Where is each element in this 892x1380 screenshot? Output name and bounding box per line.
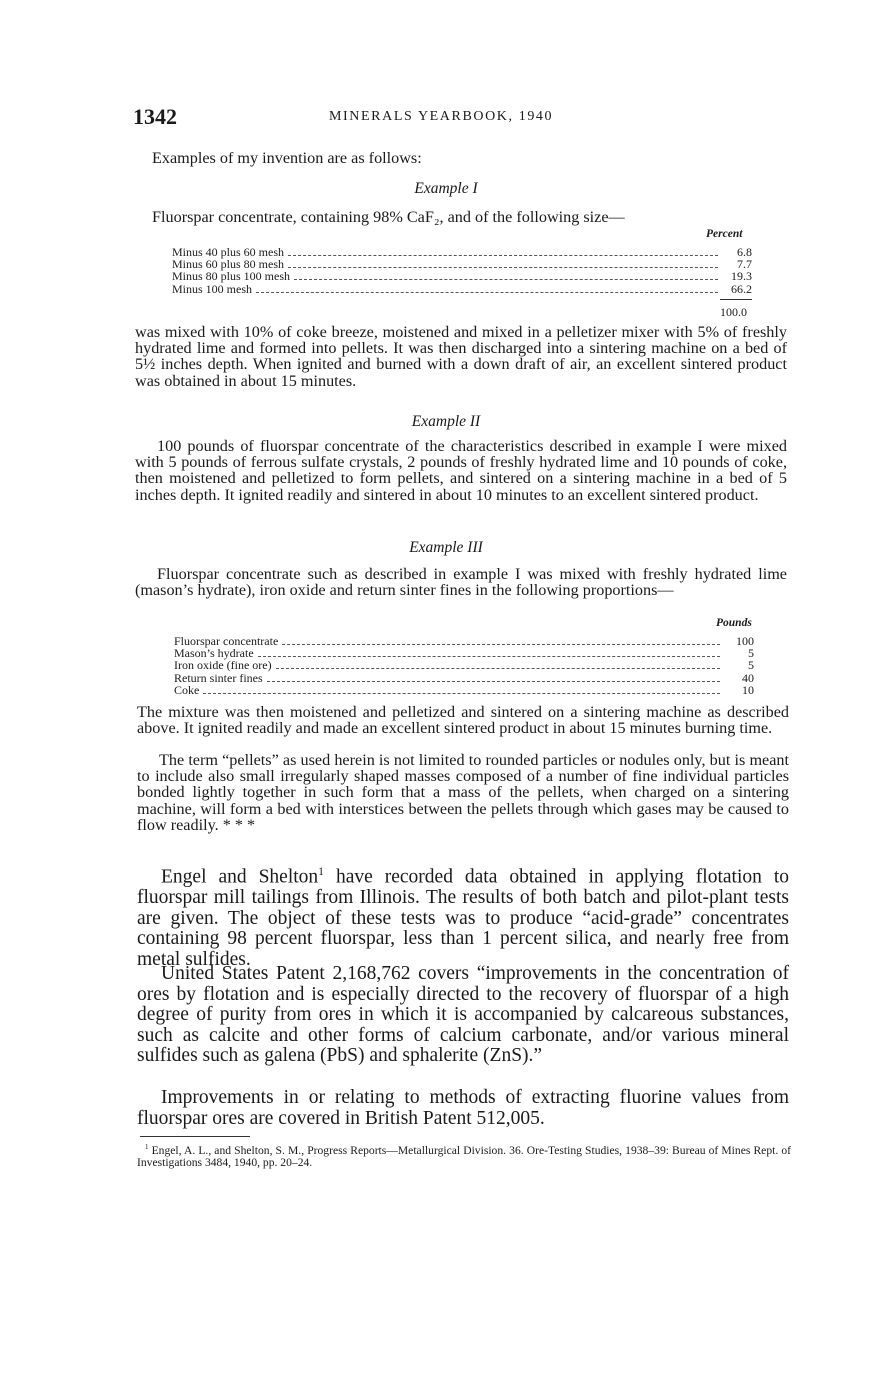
example-3-heading: Example III bbox=[409, 539, 483, 556]
example-1-heading: Example I bbox=[414, 180, 478, 197]
example-1-total: 100.0 bbox=[720, 305, 747, 319]
intro-text: Examples of my invention are as follows: bbox=[152, 149, 422, 167]
running-head: MINERALS YEARBOOK, 1940 bbox=[329, 109, 554, 124]
row-label: Minus 60 plus 80 mesh bbox=[172, 257, 285, 272]
table-row bbox=[172, 270, 752, 282]
leader-dots bbox=[267, 673, 720, 682]
row-value: 40 bbox=[742, 670, 754, 685]
row-label: Coke bbox=[174, 682, 200, 697]
row-label: Return sinter fines bbox=[174, 670, 263, 685]
leader-dots bbox=[256, 284, 718, 293]
table-row bbox=[174, 635, 754, 647]
row-label: Fluorspar concentrate bbox=[174, 634, 279, 648]
leader-dots bbox=[203, 685, 720, 694]
row-value: 19.3 bbox=[731, 269, 752, 284]
footnote-rule bbox=[140, 1136, 250, 1137]
row-value: 5 bbox=[748, 646, 754, 661]
leader-dots bbox=[276, 660, 720, 669]
example-2-heading: Example II bbox=[411, 413, 481, 430]
row-value: 10 bbox=[742, 682, 754, 697]
example-3-unit-label: Pounds bbox=[716, 617, 752, 629]
table-row bbox=[172, 283, 752, 295]
example-3-lead: Fluorspar concentrate such as described in example I was mixed with freshly hydrated lime (mason’s hydrate), iron oxide and return sinter fines in the following proportions— bbox=[135, 565, 787, 600]
page-header bbox=[133, 104, 793, 134]
row-label: Mason’s hydrate bbox=[174, 646, 254, 661]
leader-dots bbox=[288, 247, 718, 256]
example-1-size-table bbox=[172, 246, 752, 295]
row-value: 5 bbox=[748, 658, 754, 673]
author-names: Engel and Shelton bbox=[161, 866, 319, 888]
footnote bbox=[137, 1141, 791, 1170]
footnote-marker: 1 bbox=[145, 1143, 149, 1151]
leader-dots bbox=[294, 271, 718, 280]
leader-dots bbox=[288, 259, 718, 268]
example-2-body: 100 pounds of fluorspar concentrate of the characteristics described in example I were mixed with 5 pounds of ferrous sulfate crystals, 2 pounds of freshly hydrated lime and 10 pounds of coke, then moistened and pelletized to form pellets, and sintered on a sintering machine in a bed of 5 inches depth. It ignited readily and sintered in about 10 minutes to an excellent sintered product. bbox=[135, 437, 787, 504]
table-row bbox=[174, 684, 754, 696]
row-label: Iron oxide (fine ore) bbox=[174, 658, 272, 673]
row-value: 66.2 bbox=[731, 281, 752, 296]
total-rule bbox=[720, 299, 752, 300]
row-value: 6.8 bbox=[737, 245, 752, 259]
british-patent-paragraph: Improvements in or relating to methods of extracting fluorine values from fluorspar ores are covered in British Patent 512,005. bbox=[137, 1087, 789, 1129]
leader-dots bbox=[282, 636, 720, 645]
leader-dots bbox=[258, 648, 720, 657]
example-3-body: The mixture was then moistened and pelletized and sintered on a sintering machine as described above. It ignited readily and made an excellent sintered product in about 15 minutes burning time. bbox=[137, 703, 789, 738]
row-value: 7.7 bbox=[737, 257, 752, 272]
engel-shelton-paragraph bbox=[137, 862, 789, 970]
us-patent-paragraph: United States Patent 2,168,762 covers “improvements in the concentration of ores by flotation and is especially directed to the recovery of fluorspar of a high degree of purity from ores in which it is accompanied by calcareous substances, such as calcite and other forms of calcium carbonate, and/or various mineral sulfides such as galena (PbS) and sphalerite (ZnS).” bbox=[137, 963, 789, 1067]
row-label: Minus 80 plus 100 mesh bbox=[172, 269, 291, 284]
table-row bbox=[174, 659, 754, 671]
example-1-unit-label: Percent bbox=[706, 228, 743, 240]
page-number: 1342 bbox=[133, 104, 177, 129]
example-1-body: was mixed with 10% of coke breeze, moistened and mixed in a pelletizer mixer with 5% of freshly hydrated lime and formed into pellets. It was then discharged into a sintering machine on a bed of 5½ inches depth. When ignited and burned with a down draft of air, an excellent sintered product was obtained in about 15 minutes. bbox=[135, 323, 787, 390]
row-label: Minus 40 plus 60 mesh bbox=[172, 245, 285, 259]
pellets-definition: The term “pellets” as used herein is not limited to rounded particles or nodules only, but is meant to include also small irregularly shaped masses composed of a number of fine individual particles bonded lightly together in such form that a mass of the pellets, when charged on a sintering machine, will form a bed with interstices between the pellets through which gases may be caused to flow readily. * * * bbox=[137, 751, 789, 834]
footnote-ref: 1 bbox=[318, 865, 324, 878]
paragraph-text: have recorded data obtained in applying flotation to fluorspar mill tailings from Illinois. The results of both batch and pilot-plant tests are given. The object of these tests was to produce “acid-grade” concentrates containing 98 percent fluorspar, less than 1 percent silica, and nearly free from metal sulfides. bbox=[137, 866, 789, 970]
row-value: 100 bbox=[736, 634, 754, 648]
row-label: Minus 100 mesh bbox=[172, 281, 253, 296]
footnote-text: Engel, A. L., and Shelton, S. M., Progress Reports—Metallurgical Division. 36. Ore-Testing Studies, 1938–39: Bureau of Mines Rept. of Investigations 3484, 1940, pp. 20–24. bbox=[137, 1143, 791, 1170]
table-row bbox=[174, 672, 754, 684]
example-1-lead: Fluorspar concentrate, containing 98% CaF₂, and of the following size— bbox=[152, 208, 625, 226]
example-3-proportions-table bbox=[174, 635, 754, 696]
